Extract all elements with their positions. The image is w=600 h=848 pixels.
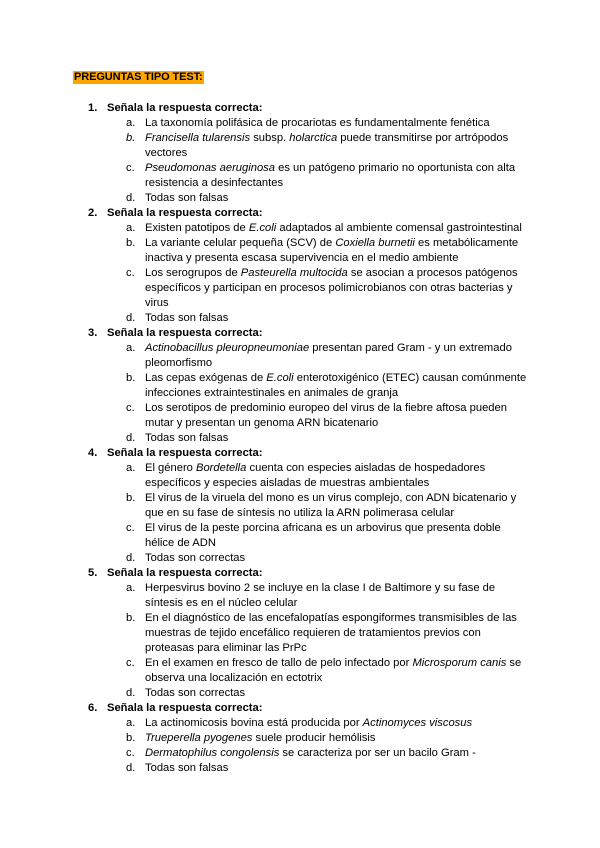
- question-prompt-text: Señala la respuesta correcta:: [107, 567, 263, 579]
- question-number: 3.: [88, 327, 98, 339]
- answer-option: [88, 431, 528, 446]
- species-name: Trueperella pyogenes: [145, 732, 253, 744]
- option-text: En el diagnóstico de las encefalopatías espongiformes transmisibles de las muestras de tejido encefálico requieren de tratamientos previos con proteasas para eliminar las PrPc: [145, 612, 517, 654]
- answer-option: [88, 116, 528, 131]
- section-title: PREGUNTAS TIPO TEST:: [74, 71, 203, 83]
- option-text: enterotoxigénico (ETEC) causan comúnmente infecciones extraintestinales en animales de granja: [145, 372, 527, 399]
- answer-option: [88, 761, 528, 776]
- question-number: 4.: [88, 447, 98, 459]
- question-number: 2.: [88, 207, 98, 219]
- option-letter: d.: [126, 312, 136, 324]
- option-letter: a.: [126, 717, 136, 729]
- option-text: En el examen en fresco de tallo de pelo infectado por: [145, 657, 413, 669]
- answer-option: [88, 221, 528, 236]
- option-text: Todas son correctas: [145, 687, 246, 699]
- question-prompt: [88, 566, 528, 581]
- option-text: Todas son falsas: [145, 192, 229, 204]
- option-letter: b.: [126, 492, 136, 504]
- question-prompt-text: Señala la respuesta correcta:: [107, 102, 263, 114]
- option-text: Las cepas exógenas de: [145, 372, 267, 384]
- option-text: adaptados al ambiente comensal gastrointestinal: [276, 222, 522, 234]
- species-name: Bordetella: [196, 462, 247, 474]
- option-letter: c.: [126, 402, 135, 414]
- option-letter: b.: [126, 732, 136, 744]
- option-letter: b.: [126, 132, 136, 144]
- option-text: El virus de la viruela del mono es un virus complejo, con ADN bicatenario y que en su fase de síntesis no utiliza la ARN polimerasa celular: [145, 492, 517, 519]
- option-text: suele producir hemólisis: [252, 732, 376, 744]
- option-text: Todas son falsas: [145, 762, 229, 774]
- question-prompt-text: Señala la respuesta correcta:: [107, 327, 263, 339]
- species-name: Actinomyces viscosus: [362, 717, 473, 729]
- question-prompt: [88, 446, 528, 461]
- question-number: 1.: [88, 102, 98, 114]
- species-name: Actinobacillus pleuropneumoniae: [145, 342, 310, 354]
- option-text: La actinomicosis bovina está producida por: [145, 717, 363, 729]
- question-prompt: [88, 101, 528, 116]
- species-name: Coxiella burnetii: [335, 237, 415, 249]
- option-text: El virus de la peste porcina africana es un arbovirus que presenta doble hélice de ADN: [145, 522, 501, 549]
- question-prompt: [88, 701, 528, 716]
- option-letter: a.: [126, 117, 136, 129]
- answer-option: [88, 461, 528, 491]
- answer-option: [88, 341, 528, 371]
- option-text: se caracteriza por ser un bacilo Gram -: [279, 747, 476, 759]
- answer-option: [88, 311, 528, 326]
- answer-option: [88, 371, 528, 401]
- option-letter: c.: [126, 162, 135, 174]
- answer-option: [88, 611, 528, 656]
- option-text: Todas son correctas: [145, 552, 246, 564]
- option-text: presentan pared Gram - y un extremado pleomorfismo: [145, 342, 512, 369]
- answer-option: [88, 686, 528, 701]
- option-letter: a.: [126, 222, 136, 234]
- option-text: es metabólicamente inactiva y presenta escasa supervivencia en el medio ambiente: [145, 237, 519, 264]
- option-letter: a.: [126, 462, 136, 474]
- question-number: 6.: [88, 702, 98, 714]
- question-prompt: [88, 326, 528, 341]
- answer-option: [88, 521, 528, 551]
- question-1: [88, 101, 528, 206]
- option-text: La taxonomía polifásica de procariotas es fundamentalmente fenética: [145, 117, 490, 129]
- option-text: se observa una localización en ectotrix: [145, 657, 522, 684]
- option-text: El género: [145, 462, 196, 474]
- option-letter: c.: [126, 747, 135, 759]
- answer-option: [88, 716, 528, 731]
- question-prompt-text: Señala la respuesta correcta:: [107, 702, 263, 714]
- option-letter: d.: [126, 687, 136, 699]
- species-name: Francisella tularensis: [145, 132, 251, 144]
- option-text: subsp.: [250, 132, 290, 144]
- option-letter: c.: [126, 657, 135, 669]
- option-text: Todas son falsas: [145, 312, 229, 324]
- answer-option: [88, 236, 528, 266]
- answer-option: [88, 581, 528, 611]
- option-letter: d.: [126, 432, 136, 444]
- option-text: es un patógeno primario no oportunista con alta resistencia a desinfectantes: [145, 162, 516, 189]
- option-text: Todas son falsas: [145, 432, 229, 444]
- species-name: E.coli: [248, 222, 277, 234]
- question-5: [88, 566, 528, 701]
- option-text: Los serotipos de predominio europeo del virus de la fiebre aftosa pueden mutar y presentan un genoma ARN bicatenario: [145, 402, 507, 429]
- question-6: [88, 701, 528, 776]
- option-text: Existen patotipos de: [145, 222, 249, 234]
- option-letter: a.: [126, 582, 136, 594]
- question-prompt-text: Señala la respuesta correcta:: [107, 207, 263, 219]
- option-text: cuenta con especies aisladas de hospedadores específicos y especies aisladas de muestras ambientales: [145, 462, 486, 489]
- option-letter: b.: [126, 372, 136, 384]
- question-prompt: [88, 206, 528, 221]
- option-letter: d.: [126, 552, 136, 564]
- question-list: [88, 101, 528, 776]
- species-name: Microsporum canis: [412, 657, 507, 669]
- option-letter: a.: [126, 342, 136, 354]
- question-3: [88, 326, 528, 446]
- answer-option: [88, 551, 528, 566]
- answer-option: [88, 401, 528, 431]
- answer-option: [88, 266, 528, 311]
- species-name: Dermatophilus congolensis: [145, 747, 280, 759]
- option-text: puede transmitirse por artrópodos vectores: [145, 132, 509, 159]
- option-text: se asocian a procesos patógenos específicos y participan en procesos polimicrobianos con otras bacterias y virus: [145, 267, 518, 309]
- answer-option: [88, 731, 528, 746]
- species-name: holarctica: [289, 132, 338, 144]
- answer-option: [88, 656, 528, 686]
- answer-option: [88, 746, 528, 761]
- option-letter: b.: [126, 612, 136, 624]
- answer-option: [88, 161, 528, 191]
- option-letter: c.: [126, 522, 135, 534]
- option-letter: c.: [126, 267, 135, 279]
- question-2: [88, 206, 528, 326]
- option-letter: d.: [126, 192, 136, 204]
- species-name: Pasteurella multocida: [240, 267, 348, 279]
- answer-option: [88, 191, 528, 206]
- question-4: [88, 446, 528, 566]
- option-text: La variante celular pequeña (SCV) de: [145, 237, 336, 249]
- option-letter: b.: [126, 237, 136, 249]
- question-prompt-text: Señala la respuesta correcta:: [107, 447, 263, 459]
- option-letter: d.: [126, 762, 136, 774]
- answer-option: [88, 131, 528, 161]
- question-number: 5.: [88, 567, 98, 579]
- species-name: E.coli: [266, 372, 294, 384]
- option-text: Herpesvirus bovino 2 se incluye en la clase I de Baltimore y su fase de síntesis es en el núcleo celular: [145, 582, 496, 609]
- species-name: Pseudomonas aeruginosa: [145, 162, 275, 174]
- answer-option: [88, 491, 528, 521]
- option-text: Los serogrupos de: [145, 267, 241, 279]
